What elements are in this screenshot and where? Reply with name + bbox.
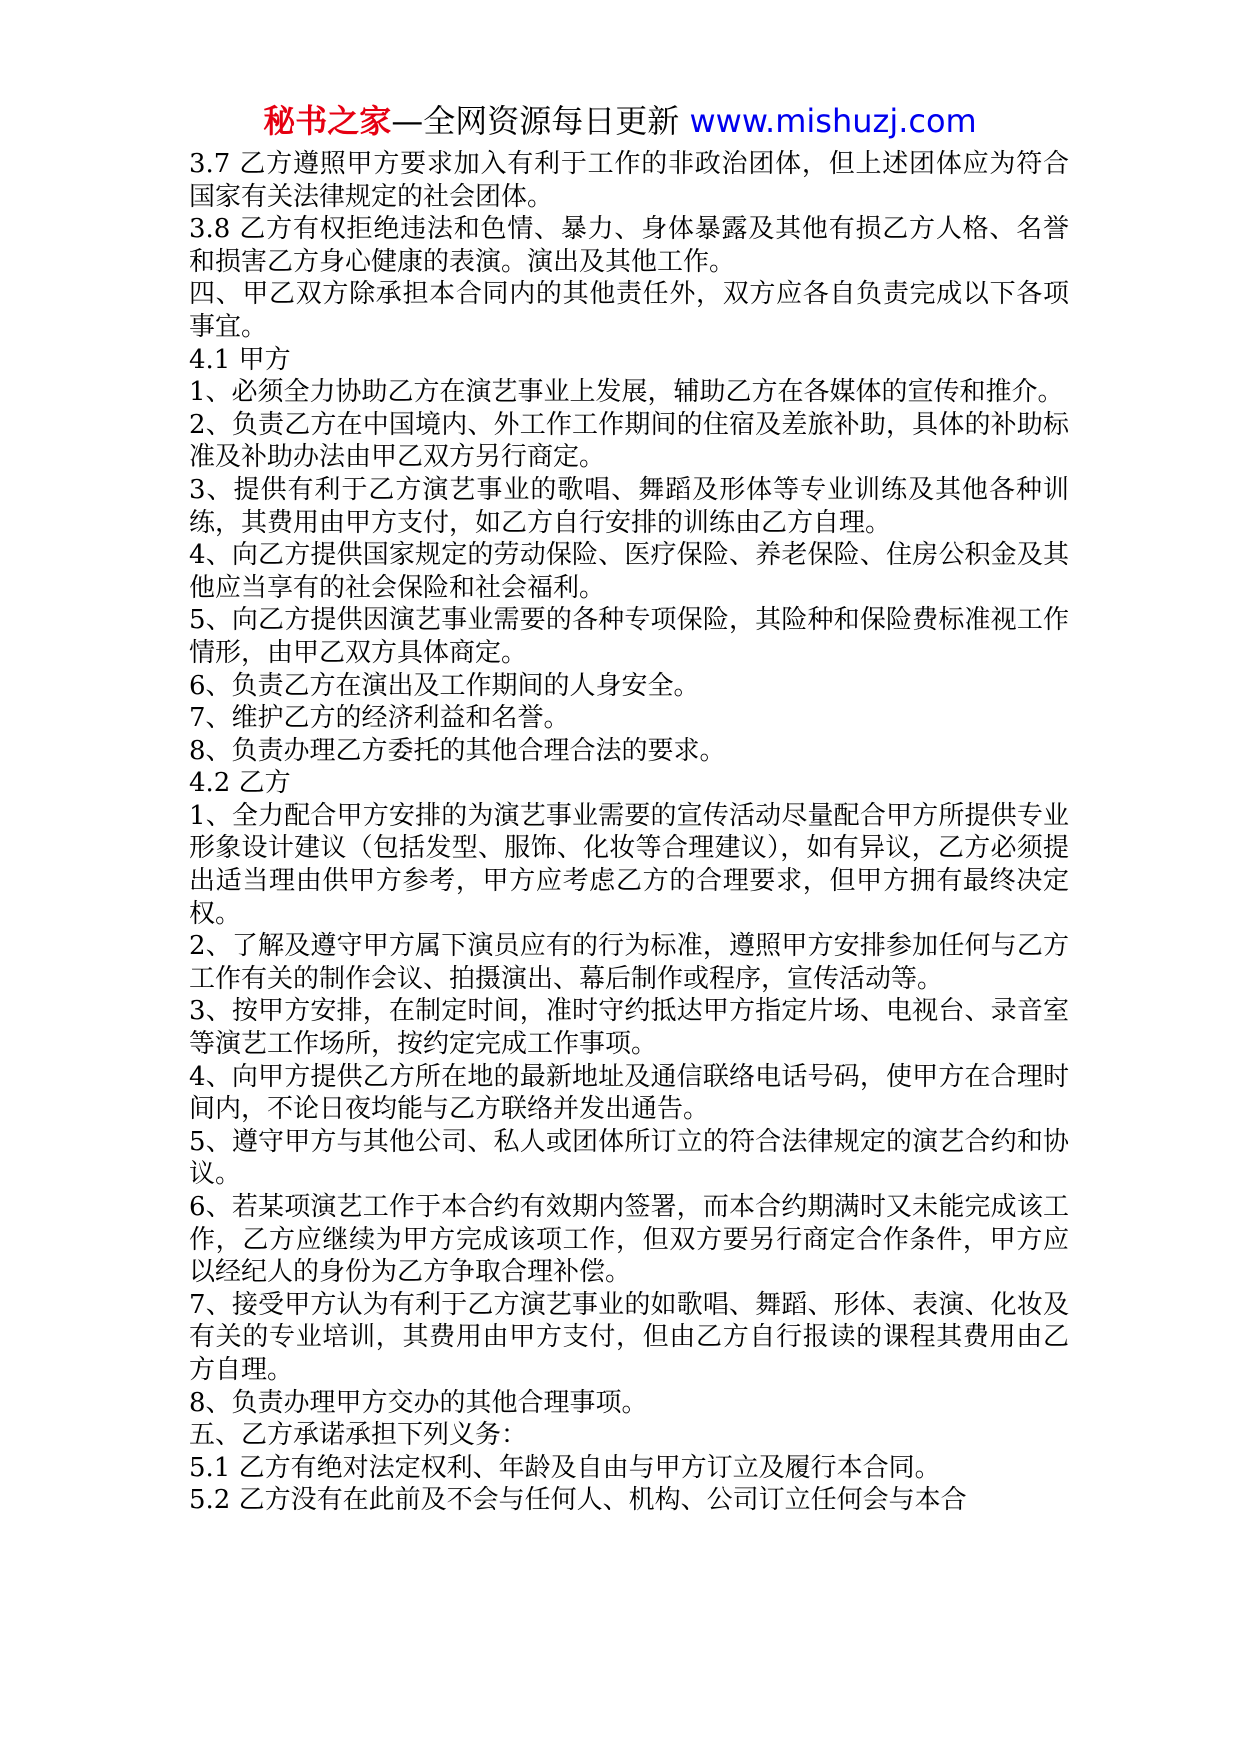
list-item: 3、按甲方安排，在制定时间，准时守约抵达甲方指定片场、电视台、录音室等演艺工作场所，按约定完成工作事项。 bbox=[189, 996, 1069, 1060]
brand-name: 秘书之家 bbox=[263, 102, 392, 140]
list-item: 8、负责办理乙方委托的其他合理合法的要求。 bbox=[189, 735, 726, 766]
list-item: 1、全力配合甲方安排的为演艺事业需要的宣传活动尽量配合甲方所提供专业形象设计建议（包括发型、服饰、化妆等合理建议），如有异议，乙方必须提出适当理由供甲方参考，甲方应考虑乙方的合理要求，但甲方拥有最终决定权。 bbox=[189, 800, 1069, 929]
section-5-heading: 五、乙方承诺承担下列义务： bbox=[189, 1420, 528, 1451]
subsection-4-1-heading: 4.1 甲方 bbox=[189, 344, 291, 375]
paragraph-3-7: 3.7 乙方遵照甲方要求加入有利于工作的非政治团体，但上述团体应为符合国家有关法律规定的社会团体。 bbox=[189, 149, 1069, 212]
list-item: 5、遵守甲方与其他公司、私人或团体所订立的符合法律规定的演艺合约和协议。 bbox=[189, 1126, 1069, 1190]
list-item: 4、向甲方提供乙方所在地的最新地址及通信联络电话号码，使甲方在合理时间内，不论日夜均能与乙方联络并发出通告。 bbox=[189, 1061, 1069, 1125]
list-item: 3、提供有利于乙方演艺事业的歌唱、舞蹈及形体等专业训练及其他各种训练，其费用由甲方支付，如乙方自行安排的训练由乙方自理。 bbox=[189, 474, 1069, 538]
section-4-heading: 四、甲乙双方除承担本合同内的其他责任外，双方应各自负责完成以下各项事宜。 bbox=[189, 279, 1069, 342]
paragraph-5-1: 5.1 乙方有绝对法定权利、年龄及自由与甲方订立及履行本合同。 bbox=[189, 1452, 941, 1483]
list-item: 2、了解及遵守甲方属下演员应有的行为标准，遵照甲方安排参加任何与乙方工作有关的制作会议、拍摄演出、幕后制作或程序，宣传活动等。 bbox=[189, 931, 1069, 994]
contract-body bbox=[189, 148, 1069, 1517]
site-url-link[interactable]: www.mishuzj.com bbox=[689, 102, 977, 140]
list-item: 6、负责乙方在演出及工作期间的人身安全。 bbox=[189, 670, 700, 701]
list-item: 5、向乙方提供因演艺事业需要的各种专项保险，其险种和保险费标准视工作情形，由甲乙双方具体商定。 bbox=[189, 605, 1069, 668]
paragraph-5-2: 5.2 乙方没有在此前及不会与任何人、机构、公司订立任何会与本合 bbox=[189, 1485, 967, 1516]
header-slogan: —全网资源每日更新 bbox=[391, 102, 680, 140]
list-item: 8、负责办理甲方交办的其他合理事项。 bbox=[189, 1387, 648, 1418]
list-item: 1、必须全力协助乙方在演艺事业上发展，辅助乙方在各媒体的宣传和推介。 bbox=[189, 377, 1064, 408]
subsection-4-2-heading: 4.2 乙方 bbox=[189, 768, 291, 799]
list-item: 6、若某项演艺工作于本合约有效期内签署，而本合约期满时又未能完成该工作，乙方应继续为甲方完成该项工作，但双方要另行商定合作条件，甲方应以经纪人的身份为乙方争取合理补偿。 bbox=[189, 1192, 1069, 1288]
list-item: 7、接受甲方认为有利于乙方演艺事业的如歌唱、舞蹈、形体、表演、化妆及有关的专业培训，其费用由甲方支付，但由乙方自行报读的课程其费用由乙方自理。 bbox=[189, 1289, 1069, 1385]
list-item: 2、负责乙方在中国境内、外工作工作期间的住宿及差旅补助，具体的补助标准及补助办法由甲乙双方另行商定。 bbox=[189, 409, 1069, 473]
list-item: 7、维护乙方的经济利益和名誉。 bbox=[189, 703, 570, 734]
site-header bbox=[0, 96, 1240, 146]
list-item: 4、向乙方提供国家规定的劳动保险、医疗保险、养老保险、住房公积金及其他应当享有的社会保险和社会福利。 bbox=[189, 540, 1069, 603]
paragraph-3-8: 3.8 乙方有权拒绝违法和色情、暴力、身体暴露及其他有损乙方人格、名誉和损害乙方身心健康的表演。演出及其他工作。 bbox=[189, 214, 1069, 277]
